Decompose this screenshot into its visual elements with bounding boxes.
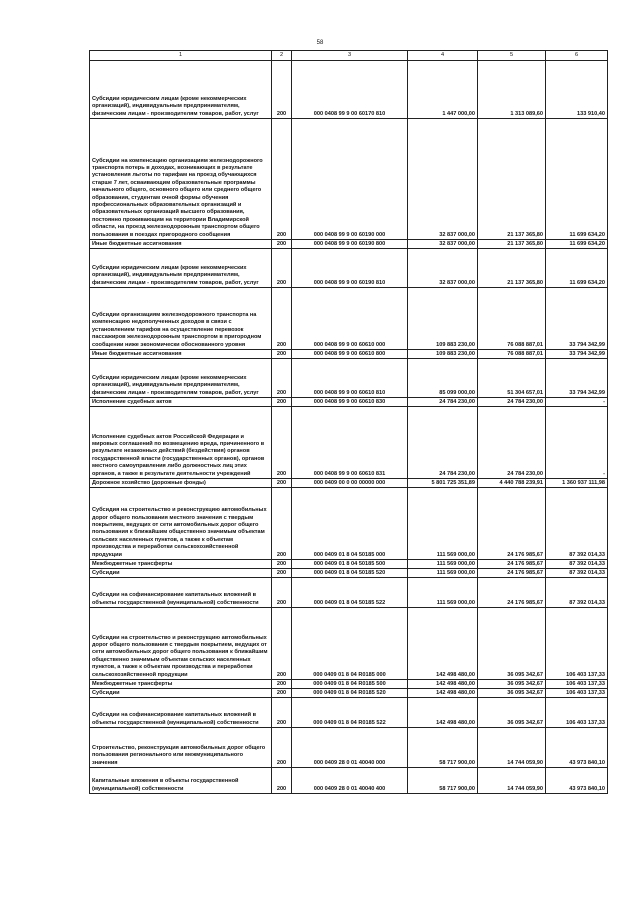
row-unexecuted: 133 910,40 bbox=[546, 61, 608, 119]
row-unexecuted: 11 699 634,20 bbox=[546, 240, 608, 249]
header-col-5: 5 bbox=[478, 51, 546, 61]
row-unexecuted: 106 403 137,33 bbox=[546, 680, 608, 689]
header-col-2: 2 bbox=[272, 51, 292, 61]
row-executed: 24 784 230,00 bbox=[478, 398, 546, 407]
row-budget-code: 000 0409 01 8 04 R0185 520 bbox=[292, 689, 408, 698]
row-approved: 85 099 000,00 bbox=[408, 359, 478, 398]
row-grbs: 200 bbox=[272, 350, 292, 359]
row-budget-code: 000 0408 99 9 00 60190 800 bbox=[292, 240, 408, 249]
row-budget-code: 000 0408 99 9 00 60610 000 bbox=[292, 288, 408, 350]
row-unexecuted: - bbox=[546, 407, 608, 479]
row-grbs: 200 bbox=[272, 768, 292, 794]
row-grbs: 200 bbox=[272, 479, 292, 488]
row-name: Межбюджетные трансферты bbox=[90, 680, 272, 689]
row-approved: 109 883 230,00 bbox=[408, 350, 478, 359]
row-executed: 24 176 985,67 bbox=[478, 488, 546, 560]
row-grbs: 200 bbox=[272, 578, 292, 608]
row-executed: 4 440 788 239,91 bbox=[478, 479, 546, 488]
row-approved: 24 784 230,00 bbox=[408, 407, 478, 479]
table-row bbox=[90, 768, 608, 794]
row-approved: 111 569 000,00 bbox=[408, 488, 478, 560]
row-approved: 32 837 000,00 bbox=[408, 119, 478, 240]
row-approved: 109 883 230,00 bbox=[408, 288, 478, 350]
row-executed: 36 095 342,67 bbox=[478, 689, 546, 698]
header-col-6: 6 bbox=[546, 51, 608, 61]
row-approved: 142 498 480,00 bbox=[408, 680, 478, 689]
row-approved: 111 569 000,00 bbox=[408, 560, 478, 569]
table-row bbox=[90, 488, 608, 560]
row-unexecuted: - bbox=[546, 398, 608, 407]
row-approved: 32 837 000,00 bbox=[408, 249, 478, 288]
row-budget-code: 000 0408 99 9 00 60170 810 bbox=[292, 61, 408, 119]
row-approved: 142 498 480,00 bbox=[408, 608, 478, 680]
row-budget-code: 000 0409 01 8 04 50185 522 bbox=[292, 578, 408, 608]
row-name: Субсидии на софинансирование капитальных вложений в объекты государственной (муниципальной) собственности bbox=[90, 578, 272, 608]
row-name: Строительство, реконструкция автомобильных дорог общего пользования регионального или межмуниципального значения bbox=[90, 728, 272, 768]
row-approved: 111 569 000,00 bbox=[408, 569, 478, 578]
row-approved: 142 498 480,00 bbox=[408, 698, 478, 728]
row-name: Капитальные вложения в объекты государственной (муниципальной) собственности bbox=[90, 768, 272, 794]
row-name: Субсидии организациям железнодорожного транспорта на компенсацию недополученных доходов в связи с установлением тарифов на осуществление перевозок пассажиров железнодорожным транспортом в пригородном сообщении ниже экономически обоснованного уровня bbox=[90, 288, 272, 350]
row-budget-code: 000 0408 99 9 00 60610 810 bbox=[292, 359, 408, 398]
row-name: Дорожное хозяйство (дорожные фонды) bbox=[90, 479, 272, 488]
table-row bbox=[90, 407, 608, 479]
header-col-4: 4 bbox=[408, 51, 478, 61]
row-approved: 24 784 230,00 bbox=[408, 398, 478, 407]
row-unexecuted: 87 392 014,33 bbox=[546, 560, 608, 569]
row-unexecuted: 11 699 634,20 bbox=[546, 249, 608, 288]
row-unexecuted: 87 392 014,33 bbox=[546, 488, 608, 560]
row-unexecuted: 87 392 014,33 bbox=[546, 569, 608, 578]
row-budget-code: 000 0408 99 9 00 60610 800 bbox=[292, 350, 408, 359]
row-budget-code: 000 0409 28 0 01 40040 400 bbox=[292, 768, 408, 794]
row-grbs: 200 bbox=[272, 728, 292, 768]
row-approved: 142 498 480,00 bbox=[408, 689, 478, 698]
row-executed: 76 088 887,01 bbox=[478, 350, 546, 359]
row-executed: 14 744 059,90 bbox=[478, 728, 546, 768]
table-row bbox=[90, 689, 608, 698]
row-executed: 24 784 230,00 bbox=[478, 407, 546, 479]
row-executed: 51 304 657,01 bbox=[478, 359, 546, 398]
row-budget-code: 000 0409 01 8 04 50185 520 bbox=[292, 569, 408, 578]
row-name: Исполнение судебных актов Российской Федерации и мировых соглашений по возмещению вреда, причиненного в результате незаконных действий (бездействия) органов государственной власти (государственных органов), органов местного самоуправления либо должностных лиц этих органов, а также в результате деятельности учреждений bbox=[90, 407, 272, 479]
row-executed: 1 313 089,60 bbox=[478, 61, 546, 119]
row-budget-code: 000 0408 99 9 00 60610 830 bbox=[292, 398, 408, 407]
table-row bbox=[90, 61, 608, 119]
row-unexecuted: 43 973 840,10 bbox=[546, 768, 608, 794]
row-executed: 21 137 365,80 bbox=[478, 240, 546, 249]
row-executed: 36 095 342,67 bbox=[478, 608, 546, 680]
row-unexecuted: 33 794 342,99 bbox=[546, 359, 608, 398]
row-unexecuted: 43 973 840,10 bbox=[546, 728, 608, 768]
row-grbs: 200 bbox=[272, 119, 292, 240]
table-row bbox=[90, 698, 608, 728]
row-unexecuted: 33 794 342,99 bbox=[546, 288, 608, 350]
table-row bbox=[90, 359, 608, 398]
row-grbs: 200 bbox=[272, 488, 292, 560]
row-name: Иные бюджетные ассигнования bbox=[90, 240, 272, 249]
row-executed: 21 137 365,80 bbox=[478, 119, 546, 240]
row-budget-code: 000 0409 01 8 04 50185 000 bbox=[292, 488, 408, 560]
row-name: Субсидии юридическим лицам (кроме некоммерческих организаций), индивидуальным предпринимателям, физическим лицам - производителям товаров, работ, услуг bbox=[90, 249, 272, 288]
row-name: Субсидии на софинансирование капитальных вложений в объекты государственной (муниципальной) собственности bbox=[90, 698, 272, 728]
page-number: 58 bbox=[316, 40, 324, 46]
row-unexecuted: 87 392 014,33 bbox=[546, 578, 608, 608]
row-executed: 24 176 985,67 bbox=[478, 569, 546, 578]
row-name: Субсидии юридическим лицам (кроме некоммерческих организаций), индивидуальным предпринимателям, физическим лицам - производителям товаров, работ, услуг bbox=[90, 61, 272, 119]
row-unexecuted: 106 403 137,33 bbox=[546, 608, 608, 680]
row-grbs: 200 bbox=[272, 359, 292, 398]
header-col-1: 1 bbox=[90, 51, 272, 61]
row-approved: 111 569 000,00 bbox=[408, 578, 478, 608]
row-budget-code: 000 0408 99 9 00 60610 831 bbox=[292, 407, 408, 479]
row-grbs: 200 bbox=[272, 240, 292, 249]
budget-execution-table bbox=[89, 50, 608, 794]
table-row bbox=[90, 569, 608, 578]
row-budget-code: 000 0409 28 0 01 40040 000 bbox=[292, 728, 408, 768]
row-approved: 5 801 725 351,89 bbox=[408, 479, 478, 488]
row-grbs: 200 bbox=[272, 680, 292, 689]
table-row bbox=[90, 240, 608, 249]
row-name: Субсидии bbox=[90, 689, 272, 698]
table-row bbox=[90, 288, 608, 350]
row-executed: 14 744 059,90 bbox=[478, 768, 546, 794]
row-grbs: 200 bbox=[272, 689, 292, 698]
row-grbs: 200 bbox=[272, 698, 292, 728]
table-row bbox=[90, 479, 608, 488]
row-name: Субсидии на строительство и реконструкцию автомобильных дорог общего пользования с твердым покрытием, ведущих от сети автомобильных дорог общего пользования к ближайшим общественно значимым объектам сельских населенных пунктов, а также к объектам производства и переработки сельскохозяйственной продукции bbox=[90, 608, 272, 680]
row-executed: 36 095 342,67 bbox=[478, 698, 546, 728]
table-row bbox=[90, 680, 608, 689]
row-executed: 21 137 365,80 bbox=[478, 249, 546, 288]
row-grbs: 200 bbox=[272, 407, 292, 479]
table-row bbox=[90, 578, 608, 608]
table-row bbox=[90, 350, 608, 359]
row-grbs: 200 bbox=[272, 560, 292, 569]
row-approved: 58 717 900,00 bbox=[408, 768, 478, 794]
row-grbs: 200 bbox=[272, 608, 292, 680]
row-budget-code: 000 0409 01 8 04 50185 500 bbox=[292, 560, 408, 569]
row-executed: 36 095 342,67 bbox=[478, 680, 546, 689]
row-approved: 32 837 000,00 bbox=[408, 240, 478, 249]
row-approved: 58 717 900,00 bbox=[408, 728, 478, 768]
table-row bbox=[90, 119, 608, 240]
row-unexecuted: 1 360 937 111,98 bbox=[546, 479, 608, 488]
row-budget-code: 000 0409 01 8 04 R0185 522 bbox=[292, 698, 408, 728]
table-row bbox=[90, 249, 608, 288]
table-header-row bbox=[90, 51, 608, 61]
row-name: Исполнение судебных актов bbox=[90, 398, 272, 407]
row-executed: 24 176 985,67 bbox=[478, 560, 546, 569]
row-grbs: 200 bbox=[272, 288, 292, 350]
row-grbs: 200 bbox=[272, 569, 292, 578]
row-name: Субсидии bbox=[90, 569, 272, 578]
row-name: Субсидии юридическим лицам (кроме некоммерческих организаций), индивидуальным предпринимателям, физическим лицам - производителям товаров, работ, услуг bbox=[90, 359, 272, 398]
table-row bbox=[90, 560, 608, 569]
row-approved: 1 447 000,00 bbox=[408, 61, 478, 119]
row-name: Межбюджетные трансферты bbox=[90, 560, 272, 569]
row-executed: 76 088 887,01 bbox=[478, 288, 546, 350]
row-grbs: 200 bbox=[272, 398, 292, 407]
row-budget-code: 000 0409 00 0 00 00000 000 bbox=[292, 479, 408, 488]
row-name: Субсидии на компенсацию организациям железнодорожного транспорта потерь в доходах, возникающих в результате установления льготы по тарифам на проезд обучающихся старше 7 лет, осваивающим образовательные программы начального общего, основного общего или среднего общего образования, студентам очной формы обучения профессиональных образовательных организаций и образовательных организаций высшего образования, постоянно проживающим на территории Владимирской области, на проезд железнодорожным транспортом общего пользования в поездах пригородного сообщения bbox=[90, 119, 272, 240]
row-name: Иные бюджетные ассигнования bbox=[90, 350, 272, 359]
row-unexecuted: 106 403 137,33 bbox=[546, 689, 608, 698]
row-budget-code: 000 0409 01 8 04 R0185 000 bbox=[292, 608, 408, 680]
row-budget-code: 000 0408 99 9 00 60190 000 bbox=[292, 119, 408, 240]
row-grbs: 200 bbox=[272, 61, 292, 119]
row-budget-code: 000 0409 01 8 04 R0185 500 bbox=[292, 680, 408, 689]
row-executed: 24 176 985,67 bbox=[478, 578, 546, 608]
row-grbs: 200 bbox=[272, 249, 292, 288]
row-unexecuted: 11 699 634,20 bbox=[546, 119, 608, 240]
row-budget-code: 000 0408 99 9 00 60190 810 bbox=[292, 249, 408, 288]
table-row bbox=[90, 608, 608, 680]
row-unexecuted: 33 794 342,99 bbox=[546, 350, 608, 359]
table-row bbox=[90, 728, 608, 768]
row-unexecuted: 106 403 137,33 bbox=[546, 698, 608, 728]
table-row bbox=[90, 398, 608, 407]
row-name: Субсидия на строительство и реконструкцию автомобильных дорог общего пользования местного значения с твердым покрытием, ведущих от сети автомобильных дорог общего пользования к ближайшим общественно значимым объектам сельских населенных пунктов, а также к объектам производства и переработки сельскохозяйственной продукции bbox=[90, 488, 272, 560]
header-col-3: 3 bbox=[292, 51, 408, 61]
